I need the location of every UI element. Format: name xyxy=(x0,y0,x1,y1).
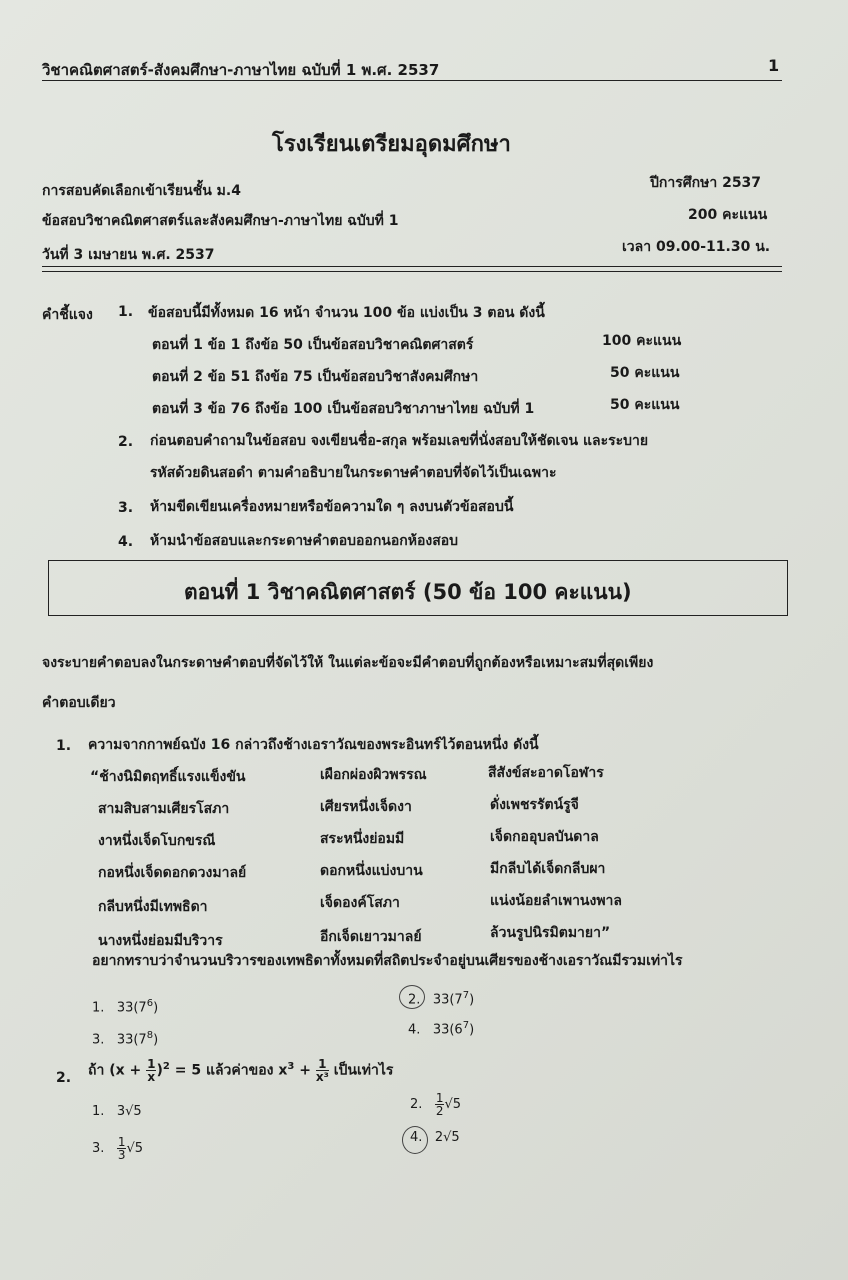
q1-choice-4-close: ) xyxy=(469,1022,475,1038)
poem-line-6-b: อีกเจ็ดเยาวมาลย์ xyxy=(320,929,422,945)
instruction-1-num: 1. xyxy=(118,304,134,320)
instruction-4-text: ห้ามนำข้อสอบและกระดาษคำตอบออกนอกห้องสอบ xyxy=(150,533,459,549)
q2-frac2-den: x³ xyxy=(315,1070,329,1084)
info-rule-1 xyxy=(42,266,782,267)
q2-choice-2 xyxy=(410,1092,461,1117)
exam-info-line2-left: ข้อสอบวิชาคณิตศาสตร์และสังคมศึกษา-ภาษาไทย ฉบับที่ 1 xyxy=(42,213,399,229)
part-1-score: 100 คะแนน xyxy=(602,333,682,349)
q1-choice-3-exp: 8 xyxy=(146,1030,154,1041)
q2-stem-c: = 5 แล้วค่าของ x xyxy=(169,1062,288,1079)
q2-choice-2-num: 2. xyxy=(410,1097,423,1112)
running-title: วิชาคณิตศาสตร์-สังคมศึกษา-ภาษาไทย ฉบับที่ 1 พ.ศ. 2537 xyxy=(42,61,440,79)
q2-choice-3-frac-den: 3 xyxy=(117,1148,126,1162)
q1-answer-mark xyxy=(399,985,425,1009)
instruction-1-text: ข้อสอบนี้มีทั้งหมด 16 หน้า จำนวน 100 ข้อ แบ่งเป็น 3 ตอน ดังนี้ xyxy=(148,305,545,321)
q2-choice-3-text: √5 xyxy=(126,1141,144,1156)
q2-stem-d: + xyxy=(294,1062,316,1079)
poem-line-6-a: นางหนึ่งย่อมมีบริวาร xyxy=(98,933,223,949)
q1-choice-1-num: 1. xyxy=(92,1000,105,1016)
poem-line-4-c: มีกลีบได้เจ็ดกลีบผา xyxy=(490,861,606,877)
q1-choice-2-num: 2. xyxy=(408,992,421,1008)
q2-answer-mark xyxy=(402,1126,428,1154)
instruction-2-num: 2. xyxy=(118,434,134,450)
part-2-score: 50 คะแนน xyxy=(610,365,680,381)
poem-line-1-c: สีสังข์สะอาดโอฬาร xyxy=(488,765,604,781)
q2-choice-3 xyxy=(92,1136,143,1161)
part-1-text: ตอนที่ 1 ข้อ 1 ถึงข้อ 50 เป็นข้อสอบวิชาคณิตศาสตร์ xyxy=(152,337,474,353)
q2-frac2-num: 1 xyxy=(316,1058,329,1071)
info-rule-2 xyxy=(42,271,782,272)
q1-choice-2-exp: 7 xyxy=(462,990,470,1001)
q2-stem-e: เป็นเท่าไร xyxy=(328,1062,394,1079)
q1-question: อยากทราบว่าจำนวนบริวารของเทพธิดาทั้งหมดที่สถิตประจำอยู่บนเศียรของช้างเอราวัณมีรวมเท่าไร xyxy=(92,953,683,969)
q2-stem-exp: 2 xyxy=(162,1060,170,1072)
q2-choice-2-text: √5 xyxy=(444,1097,462,1112)
q2-fraction-2 xyxy=(316,1058,329,1083)
instruction-3-num: 3. xyxy=(118,500,134,516)
poem-line-2-c: ดั่งเพชรรัตน์รูจี xyxy=(490,797,579,813)
q1-choice-1-exp: 6 xyxy=(146,998,154,1009)
q2-number: 2. xyxy=(56,1070,72,1086)
q2-frac1-den: x xyxy=(147,1070,156,1084)
q2-choice-4-text: 2√5 xyxy=(434,1130,460,1145)
q2-stem xyxy=(88,1058,393,1083)
q2-choice-1 xyxy=(92,1104,142,1119)
q1-choice-1-base: 33(7 xyxy=(116,1000,147,1016)
instruction-2-text: ก่อนตอบคำถามในข้อสอบ จงเขียนชื่อ-สกุล พร้อมเลขที่นั่งสอบให้ชัดเจน และระบาย xyxy=(150,433,649,449)
poem-line-4-a: กอหนึ่งเจ็ดดอกดวงมาลย์ xyxy=(98,865,247,881)
poem-line-4-b: ดอกหนึ่งแบ่งบาน xyxy=(320,863,423,879)
header-rule xyxy=(42,80,782,81)
q1-choice-3-num: 3. xyxy=(92,1032,105,1048)
poem-line-5-b: เจ็ดองค์โสภา xyxy=(320,895,400,911)
page-number: 1 xyxy=(768,56,780,75)
q2-choice-3-frac-num: 1 xyxy=(117,1135,126,1149)
part-3-score: 50 คะแนน xyxy=(610,397,680,413)
q1-choice-4-exp: 7 xyxy=(462,1020,470,1031)
poem-line-3-c: เจ็ดกออุบลบันดาล xyxy=(490,829,599,845)
exam-info-line2-right: 200 คะแนน xyxy=(688,207,768,223)
q2-choice-1-num: 1. xyxy=(92,1104,105,1119)
exam-info-line1-right: ปีการศึกษา 2537 xyxy=(650,175,762,191)
q2-choice-3-num: 3. xyxy=(92,1141,105,1156)
instruction-3-text: ห้ามขีดเขียนเครื่องหมายหรือข้อความใด ๆ ลงบนตัวข้อสอบนี้ xyxy=(150,499,514,515)
q2-choice-4-num: 4. xyxy=(410,1130,423,1145)
poem-line-1-b: เผือกผ่องผิวพรรณ xyxy=(320,767,427,783)
poem-line-5-c: แน่งน้อยลำเพานงพาล xyxy=(490,893,623,909)
part-2-text: ตอนที่ 2 ข้อ 51 ถึงข้อ 75 เป็นข้อสอบวิชาสังคมศึกษา xyxy=(152,369,479,385)
q1-choice-4-num: 4. xyxy=(408,1022,421,1038)
q2-stem-b: ) xyxy=(156,1062,163,1079)
instruction-4-num: 4. xyxy=(118,534,134,550)
q1-choice-3-base: 33(7 xyxy=(116,1032,147,1048)
poem-line-6-c: ล้วนรูปนิรมิตมายา” xyxy=(490,925,611,941)
q2-stem-exp2: 3 xyxy=(287,1060,295,1072)
q2-choice-1-text: 3√5 xyxy=(116,1104,142,1119)
instructions-label: คำชี้แจง xyxy=(42,307,93,323)
q2-choice-2-frac-den: 2 xyxy=(435,1104,444,1118)
exam-info-line3-left: วันที่ 3 เมษายน พ.ศ. 2537 xyxy=(42,247,215,263)
directions-line2: คำตอบเดียว xyxy=(42,695,116,711)
q1-choice-4 xyxy=(408,1020,474,1037)
poem-line-2-b: เศียรหนึ่งเจ็ดงา xyxy=(320,799,412,815)
poem-line-5-a: กลีบหนึ่งมีเทพธิดา xyxy=(98,899,208,915)
poem-line-2-a: สามสิบสามเศียรโสภา xyxy=(98,801,230,817)
directions-line1: จงระบายคำตอบลงในกระดาษคำตอบที่จัดไว้ให้ ในแต่ละข้อจะมีคำตอบที่ถูกต้องหรือเหมาะสมที่สุดเพียง xyxy=(42,655,654,671)
q1-choice-3-close: ) xyxy=(153,1032,159,1048)
q2-choice-3-frac xyxy=(117,1136,127,1161)
school-name: โรงเรียนเตรียมอุดมศึกษา xyxy=(272,132,511,157)
q1-choice-4-base: 33(6 xyxy=(432,1022,463,1038)
q2-fraction-1 xyxy=(146,1058,156,1083)
exam-info-line1-left: การสอบคัดเลือกเข้าเรียนชั้น ม.4 xyxy=(42,183,241,199)
q2-stem-a: ถ้า (x + xyxy=(88,1062,147,1079)
q1-number: 1. xyxy=(56,738,72,754)
q1-choice-3 xyxy=(92,1030,158,1047)
poem-line-3-b: สระหนึ่งย่อมมี xyxy=(320,831,405,847)
q1-choice-1-close: ) xyxy=(153,1000,159,1016)
q1-choice-1 xyxy=(92,998,158,1015)
q2-frac1-num: 1 xyxy=(147,1057,156,1071)
q1-choice-2-base: 33(7 xyxy=(432,992,463,1008)
q1-choice-2-close: ) xyxy=(469,992,475,1008)
exam-info-line3-right: เวลา 09.00-11.30 น. xyxy=(622,239,771,255)
poem-line-3-a: งาหนึ่งเจ็ดโบกขรณี xyxy=(98,833,216,849)
instruction-2-text-cont: รหัสด้วยดินสอดำ ตามคำอธิบายในกระดาษคำตอบที่จัดไว้เป็นเฉพาะ xyxy=(150,465,557,481)
part-3-text: ตอนที่ 3 ข้อ 76 ถึงข้อ 100 เป็นข้อสอบวิชาภาษาไทย ฉบับที่ 1 xyxy=(152,401,535,417)
section-title: ตอนที่ 1 วิชาคณิตศาสตร์ (50 ข้อ 100 คะแนน) xyxy=(184,580,632,604)
poem-line-1-a: “ช้างนิมิตฤทธิ์แรงแข็งขัน xyxy=(90,769,246,785)
q1-stem: ความจากกาพย์ฉบัง 16 กล่าวถึงช้างเอราวัณของพระอินทร์ไว้ตอนหนึ่ง ดังนี้ xyxy=(88,737,539,753)
q2-choice-2-frac xyxy=(435,1092,445,1117)
q2-choice-2-frac-num: 1 xyxy=(435,1091,444,1105)
